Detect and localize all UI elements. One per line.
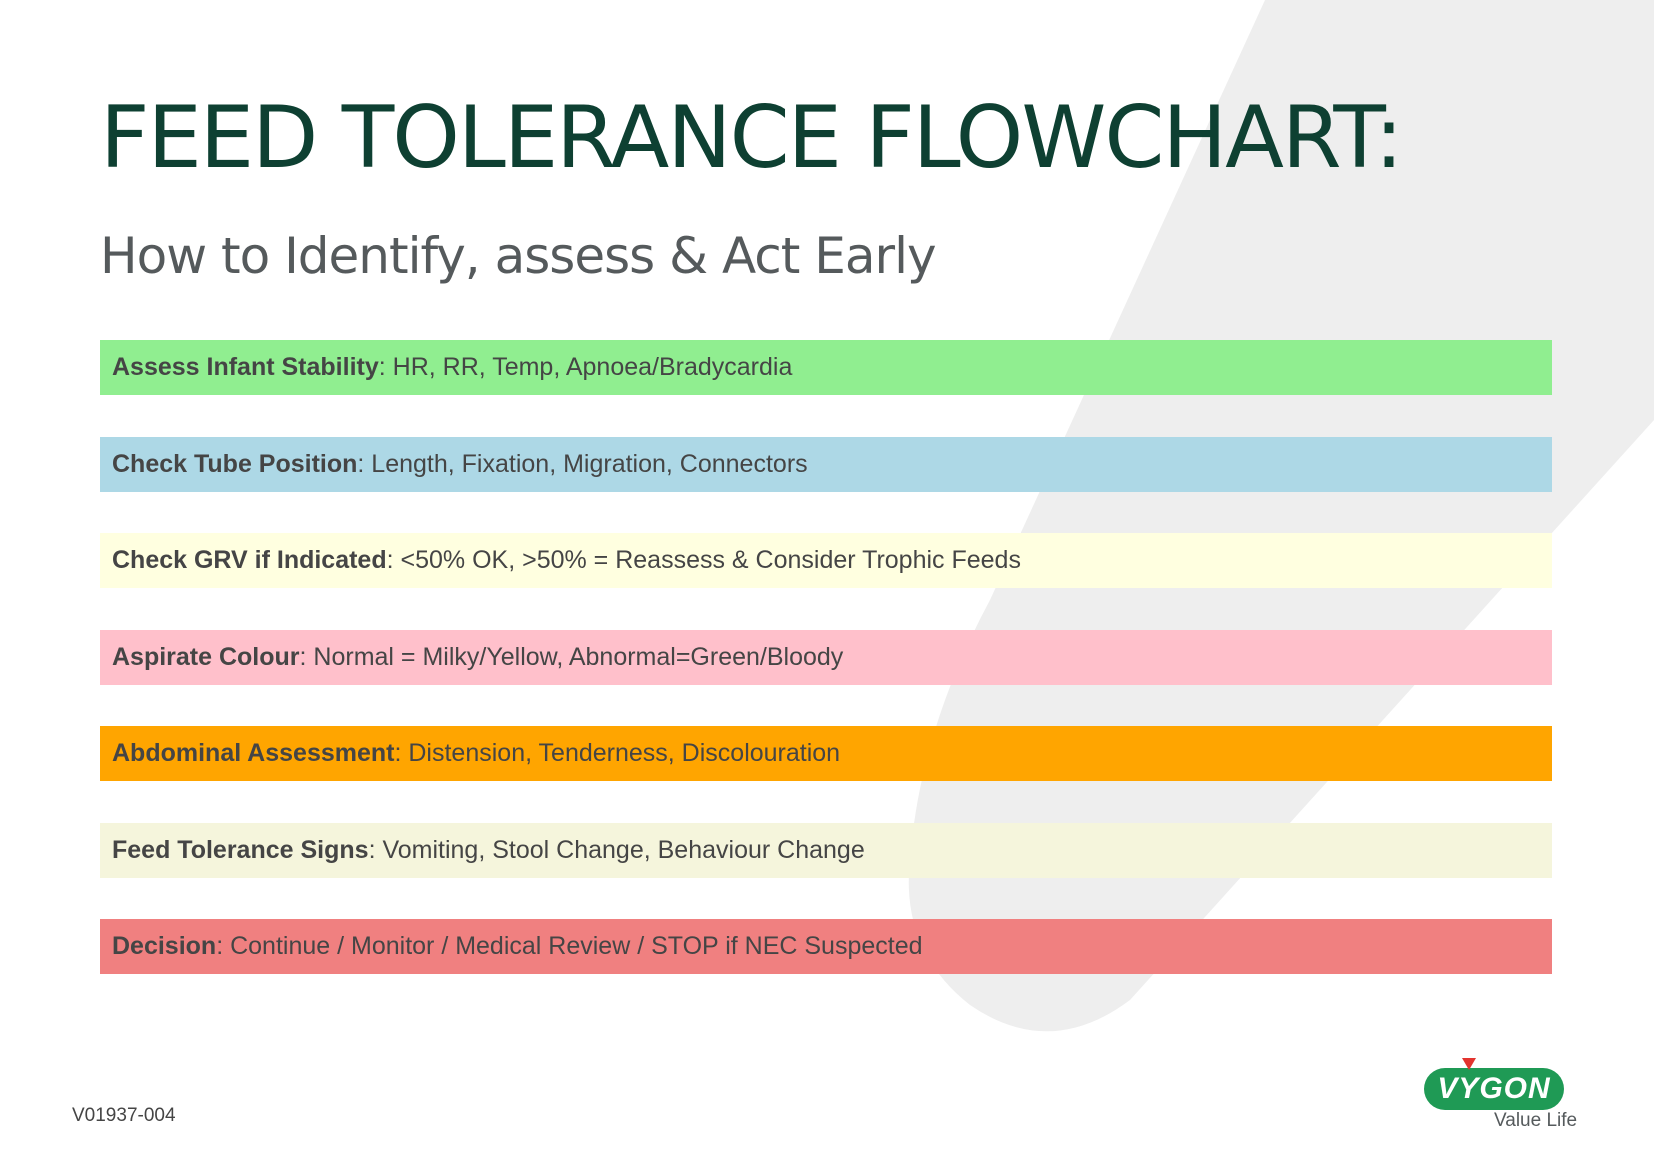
step-label: Assess Infant Stability [112, 353, 379, 381]
step-check-grv [100, 533, 1552, 588]
logo-wordmark: VYGON [1437, 1072, 1551, 1105]
step-label: Abdominal Assessment [112, 739, 395, 767]
logo-tagline: Value Life [1494, 1110, 1578, 1131]
step-detail: : Length, Fixation, Migration, Connectors [357, 449, 808, 478]
step-detail: : Vomiting, Stool Change, Behaviour Change [368, 835, 865, 864]
step-aspirate-colour [100, 630, 1552, 685]
step-detail: : Distension, Tenderness, Discolouration [394, 739, 841, 767]
step-detail: : HR, RR, Temp, Apnoea/Bradycardia [378, 353, 793, 381]
step-abdominal-assessment [100, 726, 1552, 781]
flowchart-steps [100, 340, 1552, 1016]
step-decision [100, 919, 1552, 974]
page-title: FEED TOLERANCE FLOWCHART: [100, 88, 1402, 188]
document-code: V01937-004 [72, 1105, 176, 1126]
step-label: Check Tube Position [112, 449, 358, 478]
step-check-tube-position [100, 437, 1552, 492]
step-feed-tolerance-signs [100, 823, 1552, 878]
page-subtitle: How to Identify, assess & Act Early [100, 227, 936, 285]
step-detail: : Continue / Monitor / Medical Review / STOP if NEC Suspected [216, 932, 923, 960]
step-label: Feed Tolerance Signs [112, 835, 369, 864]
step-detail: : Normal = Milky/Yellow, Abnormal=Green/Bloody [299, 642, 844, 671]
step-label: Check GRV if Indicated [112, 546, 387, 574]
step-assess-infant-stability [100, 340, 1552, 395]
step-label: Aspirate Colour [112, 642, 300, 671]
vygon-logo-icon [1420, 1058, 1580, 1138]
step-label: Decision [112, 932, 217, 960]
step-detail: : <50% OK, >50% = Reassess & Consider Trophic Feeds [386, 546, 1021, 574]
